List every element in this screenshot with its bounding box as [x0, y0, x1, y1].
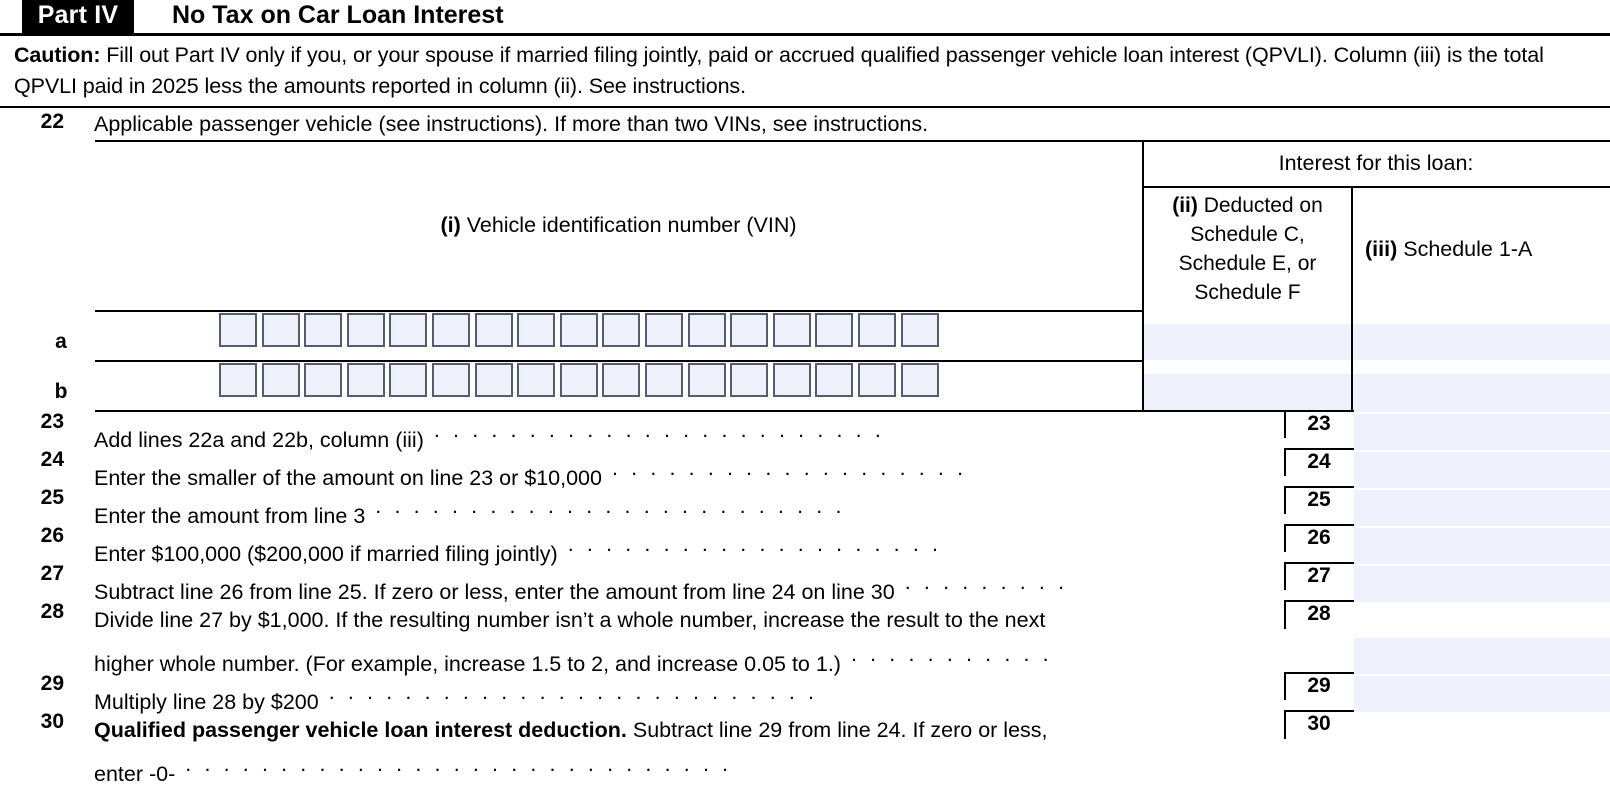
vin-row-a	[95, 310, 1142, 360]
column-ii-line4: Schedule F	[1194, 281, 1301, 304]
line-25-number-left: 25	[40, 486, 64, 509]
line-30-dot-leader: .............................	[185, 752, 742, 776]
field-fill	[1354, 490, 1610, 526]
vin-char-box-a-8[interactable]	[517, 313, 555, 347]
vin-char-box-b-17[interactable]	[901, 363, 939, 397]
vin-char-box-a-7[interactable]	[475, 313, 513, 347]
line-28-text-continued: higher whole number. (For example, increase 1.5 to 2, and increase 0.05 to 1.) ...........	[94, 637, 1284, 681]
vin-char-box-a-12[interactable]	[688, 313, 726, 347]
line-28-number-left: 28	[40, 600, 64, 623]
line-30-number-box: 30	[1284, 710, 1352, 739]
line-28-text: Divide line 27 by $1,000. If the resulting number isn’t a whole number, increase the result to the next	[94, 608, 1046, 632]
field-22b-column-ii[interactable]	[1144, 360, 1351, 410]
line-24-amount-field[interactable]	[1352, 448, 1610, 450]
line-24-number-left: 24	[40, 448, 64, 471]
line-27-number-box: 27	[1284, 562, 1352, 590]
vin-char-box-a-14[interactable]	[773, 313, 811, 347]
line-27-dot-leader: .........	[904, 570, 1078, 594]
caution-label: Caution:	[14, 43, 101, 67]
caution-text: Fill out Part IV only if you, or your spouse if married filing jointly, paid or accrued qualified passenger vehicle loan interest (QPVLI). Column (iii) is the total QPVLI paid in 2025 less the amounts reported in column (ii). See instructions.	[14, 43, 1544, 98]
field-fill	[1354, 376, 1610, 412]
vin-char-box-a-17[interactable]	[901, 313, 939, 347]
vin-char-box-a-13[interactable]	[730, 313, 768, 347]
line-24-dot-leader: ...................	[611, 456, 977, 480]
line-28-dot-leader: ...........	[850, 642, 1062, 666]
vin-column-header	[95, 140, 1142, 310]
caution-paragraph	[14, 40, 1596, 102]
part-number-tag: Part IV	[22, 0, 134, 33]
caution-block	[0, 36, 1610, 108]
vin-char-box-b-12[interactable]	[688, 363, 726, 397]
line-30-text: Qualified passenger vehicle loan interest deduction. Subtract line 29 from line 24. If zero or less,	[94, 718, 1048, 742]
vin-char-box-a-11[interactable]	[645, 313, 683, 347]
line-27-number-left: 27	[40, 562, 64, 585]
line-26-dot-leader: ....................	[567, 532, 952, 556]
vin-char-box-a-4[interactable]	[347, 313, 385, 347]
field-fill	[1354, 452, 1610, 488]
line-28-body	[70, 600, 1284, 681]
row-label-b: b	[54, 380, 68, 403]
line-26-number-box: 26	[1284, 524, 1352, 552]
part-title: No Tax on Car Loan Interest	[172, 0, 504, 29]
vin-char-box-a-2[interactable]	[262, 313, 300, 347]
line-29-number-box: 29	[1284, 672, 1352, 700]
vin-char-box-b-8[interactable]	[517, 363, 555, 397]
vin-char-box-a-6[interactable]	[432, 313, 470, 347]
line-29-amount-field[interactable]	[1352, 672, 1610, 674]
line-26-amount-field[interactable]	[1352, 524, 1610, 526]
vin-char-box-b-9[interactable]	[560, 363, 598, 397]
vin-char-box-b-10[interactable]	[602, 363, 640, 397]
vin-char-box-b-6[interactable]	[432, 363, 470, 397]
field-fill	[1354, 566, 1610, 602]
vin-char-box-a-10[interactable]	[602, 313, 640, 347]
column-ii-line3: Schedule E, or	[1178, 252, 1317, 275]
vin-input-boxes-a[interactable]	[219, 313, 939, 347]
vin-char-box-b-7[interactable]	[475, 363, 513, 397]
vin-row-b	[95, 360, 1142, 410]
field-fill	[1353, 324, 1610, 360]
line-30	[0, 710, 1610, 786]
line-25-amount-field[interactable]	[1352, 486, 1610, 488]
field-fill	[1354, 528, 1610, 564]
line-23-number-box: 23	[1284, 410, 1352, 438]
line-22-text: Applicable passenger vehicle (see instructions). If more than two VINs, see instructions.	[94, 112, 929, 136]
line-23-text: Add lines 22a and 22b, column (iii) ........................	[94, 413, 1284, 457]
column-iii-roman: (iii)	[1365, 236, 1398, 261]
line-22	[0, 110, 1610, 142]
line-30-bold-lead: Qualified passenger vehicle loan interest deduction.	[94, 718, 627, 742]
line-30-body	[70, 710, 1284, 791]
vin-header-roman: (i)	[440, 212, 461, 237]
line-27-amount-field[interactable]	[1352, 562, 1610, 564]
line-27-text: Subtract line 26 from line 25. If zero or less, enter the amount from line 24 on line 30 .........	[94, 565, 1284, 609]
line-22-number: 22	[40, 110, 64, 133]
numbered-lines	[0, 410, 1610, 786]
interest-group-header: Interest for this loan:	[1142, 140, 1610, 188]
vin-char-box-a-16[interactable]	[858, 313, 896, 347]
line-23-number-left: 23	[40, 410, 64, 433]
row-label-a: a	[55, 330, 67, 353]
line-23-dot-leader: ........................	[433, 418, 895, 442]
line-26-number-left: 26	[40, 524, 64, 547]
field-fill	[1144, 374, 1351, 410]
vin-input-boxes-b[interactable]	[219, 363, 939, 397]
line-24-number-box: 24	[1284, 448, 1352, 476]
vin-char-box-a-9[interactable]	[560, 313, 598, 347]
vin-char-box-b-16[interactable]	[858, 363, 896, 397]
column-ii-roman: (ii)	[1172, 194, 1198, 217]
vin-char-box-a-3[interactable]	[304, 313, 342, 347]
line-24-text: Enter the smaller of the amount on line 23 or $10,000 ...................	[94, 451, 1284, 495]
line-30-number-left: 30	[40, 710, 64, 733]
line-25-dot-leader: .........................	[375, 494, 855, 518]
vin-char-box-b-14[interactable]	[773, 363, 811, 397]
vin-char-box-b-5[interactable]	[389, 363, 427, 397]
line-29-dot-leader: ..........................	[328, 680, 828, 704]
column-iii-header	[1353, 188, 1610, 310]
line-25-number-box: 25	[1284, 486, 1352, 514]
line-28-number-box: 28	[1284, 600, 1352, 629]
vin-char-box-b-1[interactable]	[219, 363, 257, 397]
field-22a-column-ii[interactable]	[1144, 310, 1351, 360]
field-fill	[1354, 676, 1610, 712]
vin-char-box-b-3[interactable]	[304, 363, 342, 397]
part-header	[0, 0, 1610, 36]
line-28-amount-field[interactable]	[1352, 600, 1610, 602]
field-fill	[1354, 414, 1610, 450]
vin-char-box-a-5[interactable]	[389, 313, 427, 347]
line-30-text-continued: enter -0- .............................	[94, 747, 1284, 791]
column-ii-header	[1144, 188, 1351, 310]
vin-char-box-b-4[interactable]	[347, 363, 385, 397]
field-fill	[1144, 324, 1351, 360]
vin-char-box-a-15[interactable]	[815, 313, 853, 347]
vin-char-box-a-1[interactable]	[219, 313, 257, 347]
field-fill	[1354, 638, 1610, 674]
vin-char-box-b-2[interactable]	[262, 363, 300, 397]
vin-header-label: Vehicle identification number (VIN)	[460, 212, 797, 237]
line-26-text: Enter $100,000 ($200,000 if married filing jointly) ....................	[94, 527, 1284, 571]
field-22a-column-iii[interactable]	[1353, 310, 1610, 360]
line-29-text: Multiply line 28 by $200 ..........................	[94, 675, 1284, 719]
line-23-amount-field[interactable]	[1352, 410, 1610, 412]
column-ii-line2: Schedule C,	[1190, 223, 1305, 246]
line-25-text: Enter the amount from line 3 .........................	[94, 489, 1284, 533]
line-29-number-left: 29	[40, 672, 64, 695]
vin-table	[95, 140, 1610, 410]
vin-char-box-b-13[interactable]	[730, 363, 768, 397]
line-30-amount-field[interactable]	[1352, 710, 1610, 712]
column-ii-line1: Deducted on	[1197, 194, 1323, 217]
vin-char-box-b-11[interactable]	[645, 363, 683, 397]
column-iii-label: Schedule 1-A	[1397, 236, 1533, 261]
vin-char-box-b-15[interactable]	[815, 363, 853, 397]
